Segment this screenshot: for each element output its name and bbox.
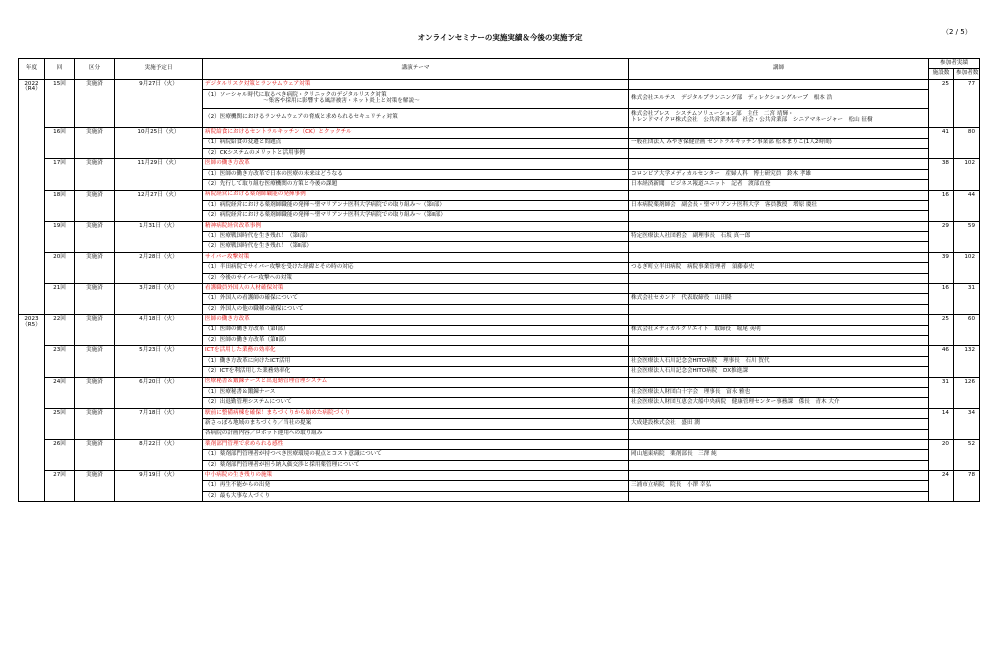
subtitle-text: （2）医療機関におけるランサムウェアの脅威と求められるセキュリティ対策 [205, 114, 398, 121]
theme-cell: 駅前に整備病棟を確保！まちづくりから始めた病院づくり [203, 408, 629, 418]
lecturer-cell [629, 450, 929, 460]
theme-cell: デジタルリスク対策とランサムウェア対策 [203, 79, 629, 89]
fiscal-year: 2022 [24, 80, 39, 87]
date-cell: 10月25日（火） [115, 128, 203, 159]
subtitle-text: （1）ソーシャル時代に取るべき病院・クリニックのデジタルリスク対策 [205, 92, 387, 99]
theme-cell: 医師の働き方改革 [203, 159, 629, 169]
round-cell: 23回 [45, 346, 75, 377]
date-cell: 8月22日（火） [115, 439, 203, 470]
lecturer-text: 岡山旭東病院 薬剤部長 三澤 純 [631, 451, 717, 458]
header-institutions: 施設数 [929, 69, 954, 79]
institutions-cell: 29 [929, 221, 954, 252]
subtitle-text: （2）CKシステムのメリットと活用事例 [205, 149, 305, 156]
theme-cell: ICTを活用した業務の効率化 [203, 346, 629, 356]
lecturer-blank [629, 439, 929, 449]
lecturer-text: 株式会社メディカルクリエイト 取締役 堀尾 英明 [631, 326, 761, 333]
subtitle-text: 各病院の計画内容／ロボット運用への取り組み [205, 430, 323, 437]
people-cell: 60 [954, 315, 980, 346]
date-cell: 9月19日（火） [115, 471, 203, 502]
institutions-cell: 20 [929, 439, 954, 470]
theme-cell: 病院経営における薬剤師職能の発揮事例 [203, 190, 629, 200]
seminar-theme-row [19, 79, 980, 89]
lecturer-text-2: トレンドマイクロ株式会社 公共営業本部 社会・公共営業部 シニアマネージャー 松山 征樹 [631, 117, 873, 124]
category-cell: 実施済 [75, 221, 115, 252]
seminar-theme-row [19, 221, 980, 231]
institutions-cell: 46 [929, 346, 954, 377]
seminar-theme-row [19, 159, 980, 169]
lecturer-blank [629, 284, 929, 294]
lecturer-text: 大成建設株式会社 盛田 潤 [631, 420, 700, 426]
subtitle-text: （1）医療戦国時代を生き残れ！（第Ⅰ部） [205, 232, 311, 239]
lecturer-blank [629, 315, 929, 325]
lecturer-text: 社会医療法人石川記念会HITO病院 理事長 石川 賀代 [631, 357, 770, 364]
seminar-theme-row [19, 284, 980, 294]
fiscal-year-cell [19, 79, 45, 314]
subtitle-cell [203, 294, 629, 304]
seminar-table [18, 58, 980, 502]
fiscal-era: （R4） [22, 86, 41, 93]
date-cell: 12月27日（火） [115, 190, 203, 221]
header-participants: 参加者実績 [929, 59, 980, 69]
page-title: オンラインセミナーの実施実績＆今後の実施予定 [417, 33, 583, 42]
subtitle-cell [203, 419, 629, 429]
category-cell: 実施済 [75, 128, 115, 159]
category-cell: 実施済 [75, 190, 115, 221]
theme-cell: 精神病院経営改革事例 [203, 221, 629, 231]
people-cell: 52 [954, 439, 980, 470]
category-cell: 実施済 [75, 377, 115, 408]
lecturer-blank [629, 159, 929, 169]
people-cell: 34 [954, 408, 980, 439]
subtitle-text: （2）ICTを利活用した業務効率化 [205, 368, 291, 375]
date-cell: 11月29日（火） [115, 159, 203, 190]
institutions-cell: 24 [929, 471, 954, 502]
lecturer-cell [629, 304, 929, 314]
lecturer-text: 社会医療法人石川記念会HITO病院 DX推進課 [631, 368, 748, 375]
fiscal-year: 2023 [24, 316, 39, 323]
category-cell: 実施済 [75, 79, 115, 127]
people-cell: 59 [954, 221, 980, 252]
subtitle-cell [203, 387, 629, 397]
category-cell: 実施済 [75, 439, 115, 470]
lecturer-cell [629, 200, 929, 210]
subtitle-cell [203, 109, 629, 128]
lecturer-text: コロンビア大学メディカルセンター 産婦人科 博士研究員 鈴木 孝雄 [631, 170, 812, 177]
category-cell: 実施済 [75, 346, 115, 377]
header-people: 参加者数 [954, 69, 980, 79]
lecturer-cell [629, 138, 929, 148]
people-cell: 80 [954, 128, 980, 159]
theme-cell: サイバー攻撃対策 [203, 252, 629, 262]
lecturer-cell [629, 180, 929, 190]
subtitle-cell [203, 232, 629, 242]
subtitle-text: （1）病院経営における薬剤師職能の発揮～聖マリアンナ医科大学病院での取り組み～（第Ⅰ部） [205, 201, 445, 208]
date-cell: 6月20日（火） [115, 377, 203, 408]
seminar-theme-row [19, 471, 980, 481]
subtitle-text: （2）医師の働き方改革（第Ⅱ部） [205, 336, 290, 343]
subtitle-text: （2）先行して取り組む医療機関の方策と今後の課題 [205, 181, 338, 188]
people-cell: 44 [954, 190, 980, 221]
header-year: 年度 [19, 59, 45, 80]
seminar-theme-row [19, 128, 980, 138]
lecturer-blank [629, 377, 929, 387]
subtitle-cell [203, 211, 629, 221]
institutions-cell: 39 [929, 252, 954, 283]
seminar-theme-row [19, 346, 980, 356]
round-cell: 27回 [45, 471, 75, 502]
round-cell: 19回 [45, 221, 75, 252]
subtitle-cell [203, 356, 629, 366]
institutions-cell: 31 [929, 377, 954, 408]
lecturer-cell [629, 273, 929, 283]
lecturer-cell [629, 325, 929, 335]
subtitle-cell [203, 200, 629, 210]
lecturer-text: 社会医療法人財団互恵会大船中央病院 健康管理センター事務課 係長 青木 大介 [631, 399, 840, 406]
subtitle-cell [203, 148, 629, 158]
lecturer-text: つるぎ町立半田病院 病院事業管理者 須藤泰史 [631, 264, 755, 271]
lecturer-text: 株式会社ブレス システムソリューション部 主任 二宮 靖輝・ [631, 111, 794, 118]
lecturer-cell [629, 109, 929, 128]
theme-cell: 病院給食におけるセントラルキッチン（CK）とクックチル [203, 128, 629, 138]
theme-cell: 中小病院の生き残りの施策 [203, 471, 629, 481]
category-cell: 実施済 [75, 408, 115, 439]
lecturer-cell [629, 367, 929, 377]
date-cell: 5月23日（火） [115, 346, 203, 377]
subtitle-text: （1）外国人の看護師の確保について [205, 295, 298, 302]
seminar-theme-row [19, 439, 980, 449]
subtitle-text: （1）働き方改革に向けたICT活用 [205, 357, 291, 364]
subtitle-cell [203, 90, 629, 109]
header-date: 実施予定日 [115, 59, 203, 80]
people-cell: 102 [954, 159, 980, 190]
subtitle-cell [203, 242, 629, 252]
lecturer-cell [629, 356, 929, 366]
fiscal-year-cell [19, 315, 45, 502]
subtitle-cell [203, 335, 629, 345]
round-cell: 25回 [45, 408, 75, 439]
lecturer-cell [629, 491, 929, 501]
institutions-cell: 25 [929, 79, 954, 127]
lecturer-blank [629, 190, 929, 200]
subtitle-cell [203, 138, 629, 148]
category-cell: 実施済 [75, 471, 115, 502]
subtitle-text: （1）薬剤部門管理者が持つべき医療環境の視点とコスト意識について [205, 451, 382, 458]
subtitle-cell [203, 460, 629, 470]
lecturer-cell [629, 169, 929, 179]
lecturer-cell [629, 387, 929, 397]
theme-cell: 薬剤部門管理で求められる感性 [203, 439, 629, 449]
category-cell: 実施済 [75, 159, 115, 190]
lecturer-cell [629, 90, 929, 109]
subtitle-text: （2）外国人の他の職種の確保について [205, 305, 304, 312]
subtitle-text: （2）薬剤部門管理者が担う納入価交渉と採用薬管理について [205, 461, 360, 468]
people-cell: 31 [954, 284, 980, 315]
round-cell: 22回 [45, 315, 75, 346]
lecturer-blank [629, 408, 929, 418]
header-round: 回 [45, 59, 75, 80]
lecturer-blank [629, 471, 929, 481]
institutions-cell: 16 [929, 284, 954, 315]
round-cell: 17回 [45, 159, 75, 190]
lecturer-text: 日本病院薬剤師会 副会長・聖マリアンナ医科大学 客員教授 増原 慶壮 [631, 201, 818, 208]
institutions-cell: 41 [929, 128, 954, 159]
institutions-cell: 14 [929, 408, 954, 439]
subtitle-cell [203, 429, 629, 439]
subtitle-cell [203, 481, 629, 491]
subtitle-text: （1）医師の働き方改革で日本の医療の未来はどうなる [205, 170, 343, 177]
category-cell: 実施済 [75, 315, 115, 346]
theme-cell: 看護職員外国人の人材確保対策 [203, 284, 629, 294]
people-cell: 77 [954, 79, 980, 127]
lecturer-text: 特定医療法人社団碧会 副理事長 石坂 真一郎 [631, 232, 751, 239]
subtitle-text: （1）半田病院でサイバー攻撃を受けた経緯とその時の対応 [205, 264, 354, 271]
subtitle-text: （2）最も大事な人づくり [205, 492, 271, 499]
subtitle-cell [203, 263, 629, 273]
round-cell: 21回 [45, 284, 75, 315]
date-cell: 1月31日（火） [115, 221, 203, 252]
lecturer-cell [629, 232, 929, 242]
subtitle-text: （2）病院経営における薬剤師職能の発揮～聖マリアンナ医科大学病院での取り組み～（第Ⅱ部） [205, 212, 447, 219]
date-cell: 7月18日（火） [115, 408, 203, 439]
subtitle-cell [203, 398, 629, 408]
subtitle-text: 新さっぽろ地域のまちづくり／当社の提案 [205, 420, 312, 426]
round-cell: 26回 [45, 439, 75, 470]
date-cell: 9月27日（火） [115, 79, 203, 127]
round-cell: 20回 [45, 252, 75, 283]
fiscal-era: （R5） [22, 321, 41, 328]
lecturer-blank [629, 221, 929, 231]
lecturer-cell [629, 211, 929, 221]
category-cell: 実施済 [75, 252, 115, 283]
theme-cell: 医療秘書＆鍛錬ナースと出退勤管理管理システム [203, 377, 629, 387]
subtitle-cell [203, 491, 629, 501]
institutions-cell: 16 [929, 190, 954, 221]
lecturer-cell [629, 335, 929, 345]
subtitle-text: （1）医療秘書＆鍛錬ナース [205, 388, 276, 395]
subtitle-cell [203, 304, 629, 314]
subtitle-text: （2）医療戦国時代を生き残れ！（第Ⅱ部） [205, 243, 313, 250]
institutions-cell: 25 [929, 315, 954, 346]
page-number: （2 / 5） [942, 28, 972, 36]
subtitle-text: （1）病院給食の変遷と問題点 [205, 139, 282, 146]
subtitle-cell [203, 180, 629, 190]
people-cell: 102 [954, 252, 980, 283]
subtitle-text: （1）再生不能からの出発 [205, 482, 271, 489]
round-cell: 24回 [45, 377, 75, 408]
lecturer-cell [629, 263, 929, 273]
subtitle-cell [203, 169, 629, 179]
header-row [19, 59, 980, 69]
subtitle-text: （2）出退勤管理システムについて [205, 399, 292, 406]
round-cell: 16回 [45, 128, 75, 159]
lecturer-blank [629, 346, 929, 356]
round-cell: 18回 [45, 190, 75, 221]
subtitle-cell [203, 325, 629, 335]
lecturer-cell [629, 148, 929, 158]
lecturer-text: 一般社団法人 みやぎ保健企画 セントラルキッチン事業部 松本まりこ(1人2時間) [631, 139, 832, 146]
subtitle-cell [203, 450, 629, 460]
lecturer-blank [629, 128, 929, 138]
seminar-theme-row [19, 408, 980, 418]
subtitle-text: （1）医師の働き方改革（第Ⅰ部） [205, 326, 289, 333]
date-cell: 4月18日（火） [115, 315, 203, 346]
lecturer-blank [629, 79, 929, 89]
people-cell: 78 [954, 471, 980, 502]
lecturer-text: 株式会社セカンド 代表取締役 山田隆 [631, 295, 732, 302]
round-cell: 15回 [45, 79, 75, 127]
seminar-theme-row [19, 377, 980, 387]
people-cell: 132 [954, 346, 980, 377]
lecturer-text: 三浦市立病院 院長 小澤 幸弘 [631, 482, 712, 489]
subtitle-cell [203, 273, 629, 283]
header-theme: 講演テーマ [203, 59, 629, 80]
seminar-theme-row [19, 190, 980, 200]
people-cell: 126 [954, 377, 980, 408]
category-cell: 実施済 [75, 284, 115, 315]
lecturer-text: 日本経済新聞 ビジネス報道ユニット 記者 渡部直登 [631, 181, 771, 188]
theme-cell: 医師の働き方改革 [203, 315, 629, 325]
institutions-cell: 38 [929, 159, 954, 190]
lecturer-text: 株式会社エルテス デジタルプランニング部 ディレクショングループ 根本 浩 [631, 95, 833, 102]
lecturer-cell [629, 481, 929, 491]
lecturer-cell [629, 242, 929, 252]
subtitle-text-2: ～集客や採用に影響する風評被害・ネット炎上と対策を解説～ [263, 98, 420, 105]
lecturer-cell [629, 460, 929, 470]
lecturer-cell [629, 419, 929, 429]
lecturer-cell [629, 294, 929, 304]
lecturer-text: 社会医療法人財団白十字会 理事長 富永 雅也 [631, 388, 751, 395]
date-cell: 3月28日（火） [115, 284, 203, 315]
date-cell: 2月28日（火） [115, 252, 203, 283]
seminar-theme-row [19, 252, 980, 262]
header-category: 区分 [75, 59, 115, 80]
subtitle-text: （2）今後のサイバー攻撃への対策 [205, 274, 292, 281]
lecturer-cell [629, 429, 929, 439]
subtitle-cell [203, 367, 629, 377]
header-lecturer: 講師 [629, 59, 929, 80]
seminar-theme-row [19, 315, 980, 325]
lecturer-blank [629, 252, 929, 262]
lecturer-cell [629, 398, 929, 408]
